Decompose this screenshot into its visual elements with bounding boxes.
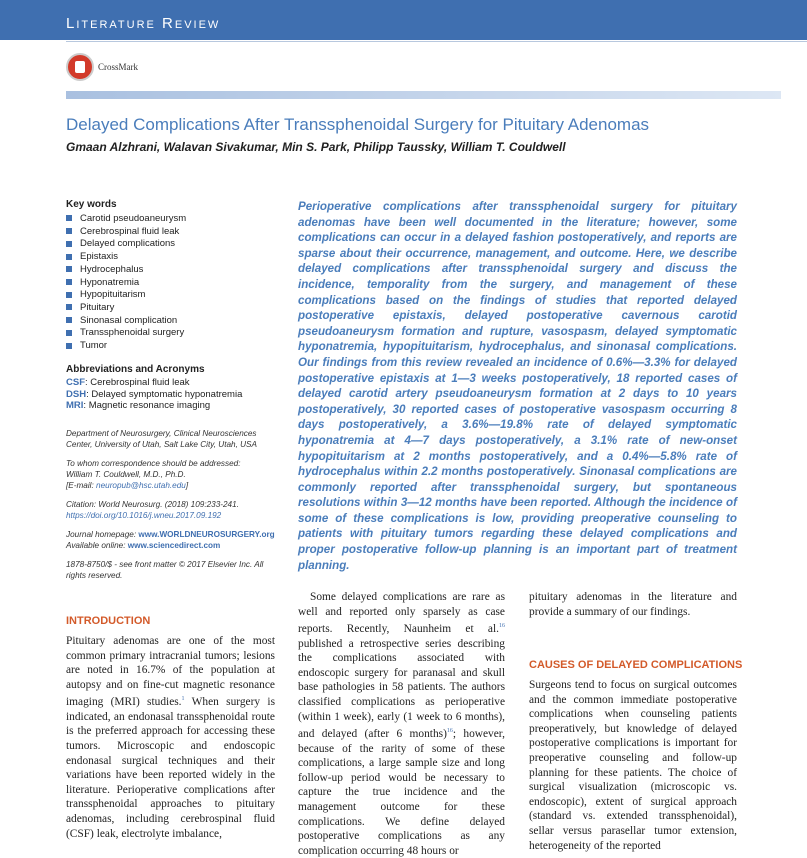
email-link[interactable]: neuropub@hsc.utah.edu <box>96 481 186 490</box>
citation: Citation: World Neurosurg. (2018) 109:233-241. https://doi.org/10.1016/j.wneu.2017.09.192 <box>66 500 239 520</box>
homepage-link[interactable]: www.WORLDNEUROSURGERY.org <box>138 530 275 539</box>
keyword-item: Epistaxis <box>66 251 186 264</box>
keyword-item: Hyponatremia <box>66 277 186 290</box>
copyright: 1878-8750/$ - see front matter © 2017 Elsevier Inc. All rights reserved. <box>66 560 264 580</box>
body-paragraph: Some delayed complications are rare as well and reported only sparsely as case reports. Recently, Naunheim et al.$^{16}$ published a retrospective series describing the complications associated with endoscopic surgery for paranasal and skull base pathologies in 58 patients. The authors classified complications as perioperative (within 1 week), early (1 week to 6 months), and delayed (after 6 months)$^{16}$; however, because of the rarity of some of these complications, a large sample size and long follow-up period would be necessary to capture the true incidence and the management outcome for these complications. We define delayed postoperative complications as any complication occurring 48 hours or <box>298 591 505 857</box>
reference-16[interactable]: 16 <box>446 728 453 735</box>
keywords-list <box>66 213 186 353</box>
correspondence: To whom correspondence should be addressed: William T. Couldwell, M.D., Ph.D. [E-mail: neuropub@hsc.utah.edu] <box>66 459 241 490</box>
reference-1[interactable]: 1 <box>181 696 185 703</box>
body-column-3b <box>529 678 737 853</box>
sciencedirect-link[interactable]: www.sciencedirect.com <box>127 541 221 550</box>
body-paragraph: Surgeons tend to focus on surgical outcomes and the common immediate postoperative complications when counseling patients preoperatively, but knowledge of delayed postoperative complications is important for preoperative counseling and follow-up planning for these patients. The choice of surgical visualization (microscopic vs. endoscopic), extent of surgical approach (standard vs. extended transsphenoidal), sellar versus parasellar tumor extension, heterogeneity of the reported <box>529 679 737 852</box>
article-info <box>66 428 281 589</box>
header-rule <box>66 41 807 42</box>
abstract: Perioperative complications after transsphenoidal surgery for pituitary adenomas have been well documented in the literature; however, some complications can occur in a delayed fashion postoperatively, and reports are sparse about their occurrence, management, and outcome. Here, we describe delayed complications after transsphenoidal surgery and discuss the incidence, temporality from the surgery, and management of these complications based on the findings of studies that reported delayed postoperative epistaxis, delayed postoperative cavernous carotid pseudoaneurysm formation and rupture, vasospasm, delayed symptomatic hyponatremia, hypopituitarism, hydrocephalus, and sinonasal complications. Our findings from this review revealed an incidence of 0.6%—3.3% for delayed postoperative epistaxis at 1—3 weeks postoperatively, 18 reported cases of delayed carotid artery pseudoaneurysm formation at 2 days to 10 years postoperatively, 30 reported cases of postoperative vasospasm occurring 8 days postoperatively, a 3.6%—19.8% rate of delayed symptomatic hyponatremia at 4—7 days postoperatively, a 3.1% rate of new-onset hypopituitarism at 2 months postoperatively, and a 0.4%—5.8% rate of hydrocephalus within 2.2 months postoperatively. Sinonasal complications are commonly reported after transsphenoidal surgery, but spontaneous resolutions within 3—12 months have been reported. Although the incidence of some of these complications is low, providing preoperative counseling to patients with pituitary tumors regarding these delayed complications and proper postoperative follow-up planning is an important part of treatment planning. <box>298 200 737 572</box>
article-authors: Gmaan Alzhrani, Walavan Sivakumar, Min S. Park, Philipp Taussky, William T. Couldwell <box>66 140 566 154</box>
body-paragraph: pituitary adenomas in the literature and provide a summary of our findings. <box>529 591 737 618</box>
body-column-3 <box>529 590 737 619</box>
title-divider <box>66 91 781 99</box>
affiliation: Department of Neurosurgery, Clinical Neurosciences Center, University of Utah, Salt Lake City, Utah, USA <box>66 429 257 449</box>
keyword-item: Hydrocephalus <box>66 264 186 277</box>
abbreviations-heading: Abbreviations and Acronyms <box>66 364 205 375</box>
journal-header-bar <box>0 0 807 40</box>
keywords-heading: Key words <box>66 199 117 210</box>
body-column-1 <box>66 634 275 841</box>
keyword-item: Transsphenoidal surgery <box>66 327 186 340</box>
body-column-2 <box>298 590 505 858</box>
causes-heading: CAUSES OF DELAYED COMPLICATIONS <box>529 659 743 671</box>
article-title: Delayed Complications After Transsphenoidal Surgery for Pituitary Adenomas <box>66 115 650 134</box>
introduction-heading: INTRODUCTION <box>66 615 151 627</box>
keyword-item: Pituitary <box>66 302 186 315</box>
keyword-item: Sinonasal complication <box>66 315 186 328</box>
abbreviation-item: MRI: Magnetic resonance imaging <box>66 400 211 411</box>
keyword-item: Cerebrospinal fluid leak <box>66 226 186 239</box>
keyword-item: Hypopituitarism <box>66 289 186 302</box>
abbreviation-item: CSF: Cerebrospinal fluid leak <box>66 377 190 388</box>
section-label: Literature Review <box>66 15 221 32</box>
keyword-item: Tumor <box>66 340 186 353</box>
abbreviation-item: DSH: Delayed symptomatic hyponatremia <box>66 388 243 400</box>
crossmark-icon[interactable] <box>66 53 94 81</box>
journal-homepage: Journal homepage: www.WORLDNEUROSURGERY.org Available online: www.sciencedirect.com <box>66 530 275 550</box>
doi-link[interactable]: https://doi.org/10.1016/j.wneu.2017.09.192 <box>66 511 222 520</box>
keyword-item: Carotid pseudoaneurysm <box>66 213 186 226</box>
crossmark-label[interactable]: CrossMark <box>98 62 138 72</box>
abbreviations-list <box>66 377 242 412</box>
reference-16[interactable]: 16 <box>499 623 505 630</box>
intro-paragraph: Pituitary adenomas are one of the most common primary intracranial tumors; lesions are noted in 16.7% of the population at autopsy and on fine-cut magnetic resonance imaging (MRI) studies.$^1$ When surgery is indicated, an endonasal transsphenoidal route is the preferred approach for accessing these tumors. Microscopic and endoscopic endonasal surgical techniques and their variations have been reported widely in the literature. Perioperative complications after transsphenoidal approaches to pituitary adenomas, including cerebrospinal fluid (CSF) leak, electrolyte imbalance, <box>66 635 276 840</box>
keyword-item: Delayed complications <box>66 238 186 251</box>
